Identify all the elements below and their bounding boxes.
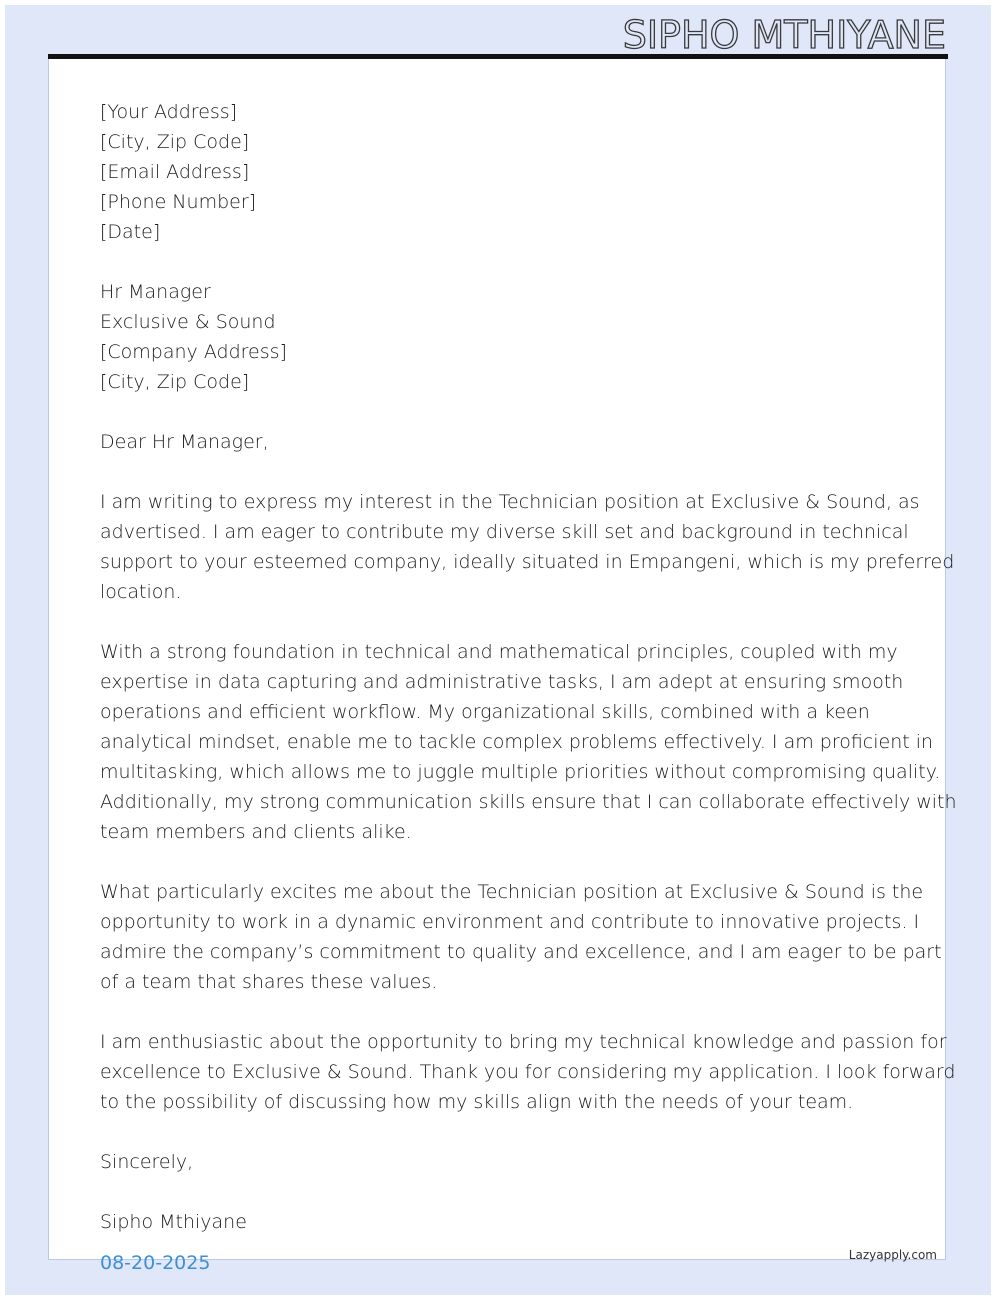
sender-block	[100, 97, 900, 247]
sender-email: [Email Address]	[100, 161, 250, 183]
closing: Sincerely,	[100, 1151, 194, 1173]
paragraph-line: With a strong foundation in technical and mathematical principles, coupled with my	[100, 641, 898, 663]
recipient-block	[100, 277, 900, 397]
sender-date: [Date]	[100, 221, 161, 243]
body-paragraph-2	[100, 637, 957, 847]
recipient-company: Exclusive & Sound	[100, 311, 276, 333]
paragraph-line: What particularly excites me about the Technician position at Exclusive & Sound is the	[100, 881, 924, 903]
cover-letter-body	[100, 97, 957, 1237]
paragraph-line: expertise in data capturing and administrative tasks, I am adept at ensuring smooth	[100, 671, 904, 693]
applicant-name-header: SIPHO MTHIYANE	[622, 13, 946, 57]
paragraph-line: admire the company’s commitment to quality and excellence, and I am eager to be part	[100, 941, 942, 963]
paragraph-line: I am enthusiastic about the opportunity to bring my technical knowledge and passion for	[100, 1031, 947, 1053]
signature-name: Sipho Mthiyane	[100, 1211, 247, 1233]
body-paragraph-3	[100, 877, 942, 997]
watermark-link[interactable]: Lazyapply.com	[848, 1248, 937, 1262]
paragraph-line: advertised. I am eager to contribute my diverse skill set and background in technical	[100, 521, 909, 543]
paragraph-line: support to your esteemed company, ideally situated in Empangeni, which is my preferred	[100, 551, 955, 573]
recipient-address: [Company Address]	[100, 341, 287, 363]
paragraph-line: Additionally, my strong communication skills ensure that I can collaborate effectively with	[100, 791, 957, 813]
body-paragraph-1	[100, 487, 955, 607]
body-paragraph-4	[100, 1027, 956, 1117]
footer-date: 08-20-2025	[100, 1252, 211, 1274]
salutation: Dear Hr Manager,	[100, 431, 269, 453]
paragraph-line: excellence to Exclusive & Sound. Thank you for considering my application. I look forward	[100, 1061, 956, 1083]
paragraph-line: of a team that shares these values.	[100, 971, 438, 993]
sender-phone: [Phone Number]	[100, 191, 257, 213]
paragraph-line: to the possibility of discussing how my skills align with the needs of your team.	[100, 1091, 854, 1113]
recipient-city-zip: [City, Zip Code]	[100, 371, 250, 393]
paragraph-line: opportunity to work in a dynamic environment and contribute to innovative projects. I	[100, 911, 920, 933]
paragraph-line: multitasking, which allows me to juggle multiple priorities without compromising quality.	[100, 761, 941, 783]
recipient-title: Hr Manager	[100, 281, 211, 303]
sender-address: [Your Address]	[100, 101, 238, 123]
sender-city-zip: [City, Zip Code]	[100, 131, 250, 153]
paragraph-line: I am writing to express my interest in the Technician position at Exclusive & Sound, as	[100, 491, 920, 513]
paragraph-line: operations and efficient workflow. My organizational skills, combined with a keen	[100, 701, 870, 723]
paragraph-line: team members and clients alike.	[100, 821, 412, 843]
paragraph-line: analytical mindset, enable me to tackle complex problems effectively. I am proficient in	[100, 731, 934, 753]
paragraph-line: location.	[100, 581, 182, 603]
